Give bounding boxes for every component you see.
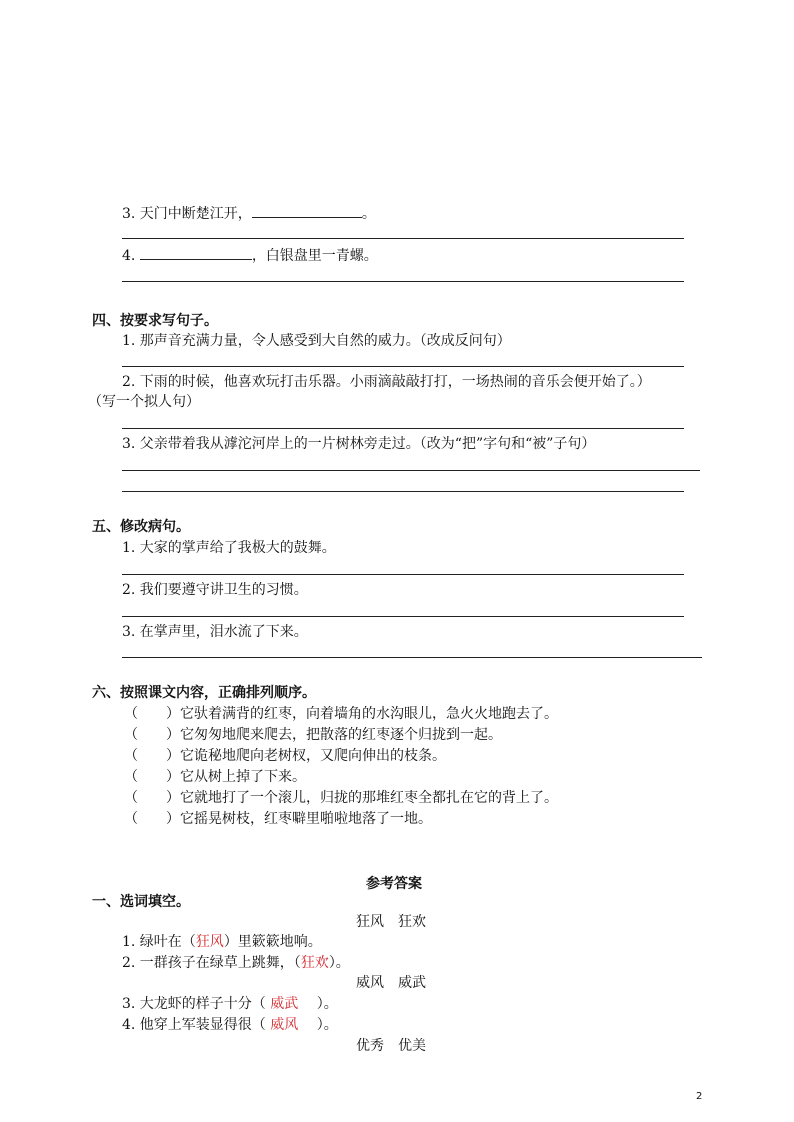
answer-line[interactable] [122, 366, 684, 367]
answer-line[interactable] [122, 657, 702, 658]
answer-line-text: 4. 他穿上军装显得很（ 威风 ）。 [122, 1017, 338, 1033]
answer-line-text: 1. 绿叶在（狂风）里簌簌地响。 [122, 934, 322, 950]
answer-value: 威武 [270, 996, 299, 1012]
word-choices: 威风 威武 [356, 975, 426, 991]
order-item: （ ）它就地打了一个滚儿，归拢的那堆红枣全都扎在它的背上了。 [124, 790, 558, 806]
question-text: 3. 在掌声里，泪水流了下来。 [122, 624, 308, 640]
order-bracket[interactable]: （ ） [124, 706, 180, 722]
answer-line[interactable] [122, 428, 684, 429]
section-heading: 四、按要求写句子。 [92, 313, 218, 329]
q4-poem-line: 4. ，白银盘里一青螺。 [122, 245, 378, 265]
order-item: （ ）它诡秘地爬向老树杈，又爬向伸出的枝条。 [124, 748, 446, 764]
answer-line-text: 2. 一群孩子在绿草上跳舞，（狂欢）。 [122, 955, 350, 971]
order-item: （ ）它匆匆地爬来爬去，把散落的红枣逐个归拢到一起。 [124, 727, 502, 743]
answer-line-text: 3. 大龙虾的样子十分（ 威武 ）。 [122, 996, 338, 1012]
section-heading: 六、按照课文内容，正确排列顺序。 [92, 685, 316, 701]
section-heading: 五、修改病句。 [92, 519, 190, 535]
answer-value: 狂风 [195, 934, 224, 950]
order-bracket[interactable]: （ ） [124, 790, 180, 806]
order-bracket[interactable]: （ ） [124, 727, 180, 743]
question-text: 1. 大家的掌声给了我极大的鼓舞。 [122, 540, 336, 556]
answers-title: 参考答案 [366, 876, 422, 892]
page-number: 2 [696, 1091, 703, 1102]
question-text: 3. 父亲带着我从滹沱河岸上的一片树林旁走过。（改为“把”字句和“被”子句） [122, 436, 596, 452]
question-text: 2. 下雨的时候，他喜欢玩打击乐器。小雨滴敲敲打打，一场热闹的音乐会便开始了。） [122, 374, 651, 390]
order-item: （ ）它从树上掉了下来。 [124, 769, 306, 785]
order-bracket[interactable]: （ ） [124, 811, 180, 827]
answer-blank[interactable] [140, 245, 252, 260]
answer-line[interactable] [122, 281, 684, 282]
question-text-continued: （写一个拟人句） [88, 394, 200, 410]
answer-line[interactable] [122, 470, 700, 471]
answer-blank[interactable] [252, 203, 362, 218]
word-choices: 优秀 优美 [356, 1038, 426, 1054]
q3-poem-line: 3. 天门中断楚江开， 。 [122, 203, 376, 223]
answer-line[interactable] [122, 574, 684, 575]
section-heading: 一、选词填空。 [92, 894, 190, 910]
question-text: 1. 那声音充满力量，令人感受到大自然的威力。（改成反问句） [122, 333, 511, 349]
order-bracket[interactable]: （ ） [124, 769, 180, 785]
question-text: 2. 我们要遵守讲卫生的习惯。 [122, 582, 308, 598]
order-item: （ ）它驮着满背的红枣，向着墙角的水沟眼儿，急火火地跑去了。 [124, 706, 558, 722]
order-item: （ ）它摇晃树枝，红枣噼里啪啦地落了一地。 [124, 811, 432, 827]
answer-line[interactable] [122, 238, 684, 239]
answer-line[interactable] [122, 491, 684, 492]
word-choices: 狂风 狂欢 [356, 914, 426, 930]
answer-line[interactable] [122, 616, 684, 617]
answer-value: 威风 [270, 1017, 299, 1033]
answer-value: 狂欢 [300, 955, 329, 971]
order-bracket[interactable]: （ ） [124, 748, 180, 764]
